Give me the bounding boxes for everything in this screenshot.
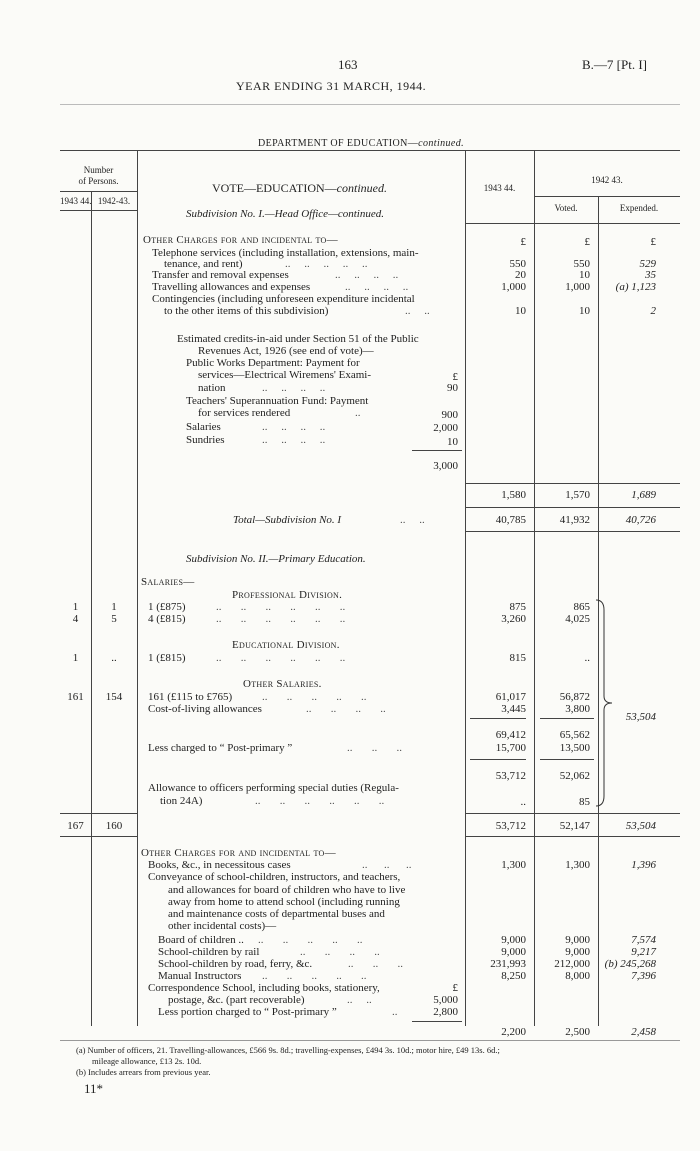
- correspondence-expended: 2,458: [631, 1026, 656, 1038]
- subtotal-rule: [465, 483, 680, 484]
- sum-voted: 65,562: [559, 729, 590, 741]
- charge-line: postage, &c. (part recoverable): [168, 994, 305, 1006]
- correspondence-rule: [412, 1021, 462, 1022]
- line-item: Travelling allowances and expenses: [152, 281, 311, 293]
- salaries-total-1943-44: 53,712: [495, 820, 526, 832]
- currency-symbol: £: [520, 236, 526, 248]
- table-top-rule: [60, 150, 680, 151]
- persons-1942-43: 154: [105, 691, 123, 703]
- total-expended: 40,726: [625, 514, 656, 526]
- persons-1943-44: 1: [72, 652, 79, 664]
- less-post-primary-label: Less charged to “ Post-primary ”: [148, 742, 293, 754]
- net-1943-44: 53,712: [495, 770, 526, 782]
- other-salaries-heading: Other Salaries.: [243, 678, 322, 690]
- educational-division-heading: Educational Division.: [232, 639, 340, 651]
- column-1943-44: 1943 44.: [483, 183, 516, 193]
- credits-amount: 900: [441, 409, 458, 421]
- persons-1943-44: 4: [72, 613, 79, 625]
- amount-expended: 9,217: [631, 946, 656, 958]
- amount-voted: 1,000: [565, 281, 590, 293]
- sheet-mark: 11*: [84, 1081, 104, 1096]
- amount-1943-44: 3,260: [501, 613, 526, 625]
- other-charges-heading: Other Charges for and incidental to—: [143, 234, 338, 246]
- amount-voted: 10: [579, 269, 590, 281]
- amount-1943-44: 231,993: [490, 958, 526, 970]
- credits-line: Revenues Act, 1926 (see end of vote)—: [198, 345, 374, 357]
- salaries-total-rule: [465, 813, 680, 814]
- amount-voted: 9,000: [565, 946, 590, 958]
- page-number: 163: [338, 57, 358, 72]
- amount-1943-44: 20: [515, 269, 526, 281]
- sum-rule: [540, 718, 594, 719]
- charge-line: Books, &c., in necessitous cases: [148, 859, 291, 871]
- bracket-brace: [594, 598, 616, 808]
- credits-line: Salaries: [186, 421, 221, 433]
- persons-header: Number: [83, 165, 114, 175]
- allowance-1943-44: ..: [520, 796, 526, 808]
- credits-rule: [412, 450, 462, 451]
- footnote-a-cont: mileage allowance, £13 2s. 10d.: [92, 1056, 202, 1066]
- amount-1943-44: 1,300: [501, 859, 526, 871]
- professional-division-heading: Professional Division.: [232, 589, 343, 601]
- charge-line: Less portion charged to “ Post-primary ”: [158, 1006, 337, 1018]
- salaries-total-expended: 53,504: [625, 820, 656, 832]
- amount-voted: 4,025: [565, 613, 590, 625]
- amount-voted: 10: [579, 305, 590, 317]
- line-item: to the other items of this subdivision): [164, 305, 329, 317]
- currency-symbol: £: [584, 236, 590, 248]
- amount-1943-44: 1,000: [501, 281, 526, 293]
- credits-line: Teachers' Superannuation Fund: Payment: [186, 395, 369, 407]
- total-voted: 41,932: [559, 514, 590, 526]
- subtotal-1943-44: 1,580: [501, 489, 526, 501]
- charge-line: School-children by rail: [158, 946, 260, 958]
- persons-total-rule: [60, 813, 137, 814]
- money-header-rule: [465, 223, 680, 224]
- bracket-expended-amount: 53,504: [625, 711, 656, 723]
- charge-line: Manual Instructors: [158, 970, 242, 982]
- year-1943-44-label: 1943 44.: [60, 196, 92, 206]
- line-item: Transfer and removal expenses: [152, 269, 289, 281]
- sum-rule: [470, 759, 526, 760]
- amount-1943-44: 9,000: [501, 946, 526, 958]
- persons-total-1942-43: 160: [105, 820, 123, 832]
- credits-line: Sundries: [186, 434, 225, 446]
- correspondence-currency: £: [452, 982, 458, 994]
- persons-header-rule-2: [60, 210, 137, 211]
- persons-1942-43: 5: [111, 613, 117, 625]
- document-page: 163 B.—7 [Pt. I] YEAR ENDING 31 MARCH, 1944. DEPARTMENT OF EDUCATION—continued. Number of Persons. 1943 44. 1942-43. VOTE—EDUCATION—continued. 1943 44. 1942 43. Voted. Expended. Subdivision No. I.—Head Office—continued. Other Charges for and incidental to— £ £ £ Telephone services (including installation, extensions, main- tenance, and rent) .. .. .. .. .. 550 550 529 Transfer and removal expenses .. .. .. .. 20 10 35 Travelling allowances and expenses .. .. .. .. 1,000 1,000 (a) 1,123 Contingencies (including unforeseen expenditure incidental to the other items of this subdivision) .. .. 10 10 2 Estimated credits-in-aid under Section 51 of the Public Revenues Act, 1926 (see end of vote)— Public Works Department: Payment for services—Electrical Wiremens' Exami- £ nation .. .. .. .. 90 Teachers' Superannuation Fund: Payment for services rendered .. 900 Salaries .. .. .. .. 2,000 Sundries .. .. .. .. 10 3,000 1,580 1,570 1,689 Total—Subdivision No. I .. .. 40,785 41,932 40,726 Subdivision No. II.—Primary Education. Salaries— Professional Division. 1 1 1 (£875) .. .. .. .. .. .. 875 865 4 5 4 (£815) .. .. .. .. .. .. 3,260 4,025 Educational Division. 1 .. 1 (£815) .. .. .. .. .. .. 815 .. Other Salaries. 161 154 161 (£115 to £765) .. .. .. .. .. 61,017 56,872 Cost-of-living allowances .. .. .. .. 3,445 3,800 53,504 69,412 65,562 Less charged to “ Post-primary ” .. .. .. 15,700 13,500 53,712 52,062 Allowance to officers performing special duties (Regula- tion 24A) .. .. .. .. .. .. .. 85 167 160 53,712 52,147 53,504 Other Charges for and incidental to— Books, &c., in necessitous cases .. .. .. 1,300 1,300 1,396 Conveyance of school-children, instructors, and teachers, and allowances for board of children who have to live away from home to attend school (including running and maintenance costs of departmental buses and other incidental costs)— Board of children .. .. .. .. .. .. 9,000 9,000 7,574 School-children by rail .. .. .. .. 9,000 9,000 9,217 School-children by road, ferry, &c. .. .. .. 231,993 212,000 (b) 245,268 Manual Instructors .. .. .. .. .. 8,250 8,000 7,396 Correspondence School, including books, stationery, £ postage, &c. (part recoverable) .. .. 5,000 Less portion charged to “ Post-primary ” .. 2,800 2,200 2,500 2,458 (a) Number of officers, 21. Travelling-allowances, £566 9s. 8d.; travelling-expenses, £494 3s. 10d.; motor hire, £49 13s. 6d.; mileage allowance, £13 2s. 10d. (b) Includes arrears from previous year. 11*: [0, 0, 700, 1151]
- subdivision-1-heading: Subdivision No. I.—Head Office—continued.: [186, 208, 384, 220]
- credits-line: Public Works Department: Payment for: [186, 357, 360, 369]
- persons-total-1943-44: 167: [67, 820, 84, 832]
- amount-1943-44: 550: [509, 258, 526, 270]
- year-1942-43-label: 1942-43.: [97, 196, 131, 206]
- persons-1942-43: 1: [111, 601, 117, 613]
- amount-expended: 35: [645, 269, 656, 281]
- persons-1943-44: 1: [72, 601, 79, 613]
- credits-amount: 2,000: [433, 422, 458, 434]
- credits-total: 3,000: [433, 460, 458, 472]
- credits-line: services—Electrical Wiremens' Exami-: [198, 369, 371, 381]
- total-1943-44: 40,785: [495, 514, 526, 526]
- credits-amount: 10: [447, 436, 458, 448]
- line-item: tenance, and rent): [164, 258, 243, 270]
- charge-line: and maintenance costs of departmental buses and: [168, 908, 385, 920]
- amount-1943-44: 815: [509, 652, 526, 664]
- amount-expended: (b) 245,268: [604, 958, 656, 970]
- correspondence-amount: 5,000: [433, 994, 458, 1006]
- persons-total-rule: [60, 836, 137, 837]
- currency-symbol: £: [650, 236, 656, 248]
- salaries-total-voted: 52,147: [559, 820, 590, 832]
- total-subdivision-1-label: Total—Subdivision No. I: [233, 514, 342, 526]
- credits-line: for services rendered: [198, 407, 291, 419]
- amount-voted: 550: [573, 258, 590, 270]
- salary-line: 1 (£815): [148, 652, 186, 664]
- amount-voted: 9,000: [565, 934, 590, 946]
- voted-header-rule: [534, 196, 680, 197]
- column-voted: Voted.: [554, 203, 578, 213]
- amount-expended: 7,574: [631, 934, 656, 946]
- amount-1943-44: 61,017: [495, 691, 526, 703]
- amount-voted: 1,300: [565, 859, 590, 871]
- credits-line: Estimated credits-in-aid under Section 51 of the Public: [177, 333, 419, 345]
- charge-line: Correspondence School, including books, stationery,: [148, 982, 380, 994]
- amount-1943-44: 9,000: [501, 934, 526, 946]
- credits-amount: 90: [447, 382, 458, 394]
- amount-expended: 1,396: [631, 859, 656, 871]
- sum-rule: [540, 759, 594, 760]
- credits-line: nation: [198, 382, 226, 394]
- line-item: Contingencies (including unforeseen expenditure incidental: [152, 293, 415, 305]
- correspondence-voted: 2,500: [565, 1026, 590, 1038]
- column-1942-43: 1942 43.: [591, 175, 623, 185]
- salaries-heading: Salaries—: [141, 576, 195, 588]
- subtotal-rule: [465, 507, 680, 508]
- charge-line: Conveyance of school-children, instructors, and teachers,: [148, 871, 401, 883]
- total-rule: [465, 531, 680, 532]
- salary-line: 4 (£815): [148, 613, 186, 625]
- net-voted: 52,062: [559, 770, 590, 782]
- other-charges-heading: Other Charges for and incidental to—: [141, 847, 336, 859]
- persons-header-rule: [60, 191, 137, 192]
- less-voted: 13,500: [559, 742, 590, 754]
- amount-expended: 7,396: [631, 970, 656, 982]
- persons-header-sub: of Persons.: [78, 176, 119, 186]
- persons-1943-44: 161: [67, 691, 84, 703]
- line-item: Telephone services (including installation, extensions, main-: [152, 247, 419, 259]
- amount-voted: 8,000: [565, 970, 590, 982]
- amount-1943-44: 10: [515, 305, 526, 317]
- document-reference: B.—7 [Pt. I]: [582, 57, 647, 72]
- amount-expended: 529: [639, 258, 656, 270]
- subtotal-voted: 1,570: [565, 489, 590, 501]
- footnote-rule: [60, 1040, 680, 1041]
- page-title: YEAR ENDING 31 MARCH, 1944.: [236, 79, 427, 93]
- charge-line: Board of children ..: [158, 934, 244, 946]
- allowance-voted: 85: [579, 796, 590, 808]
- amount-voted: 865: [573, 601, 590, 613]
- charge-line: away from home to attend school (including running: [168, 896, 400, 908]
- salary-line: Cost-of-living allowances: [148, 703, 262, 715]
- footnote-b: (b) Includes arrears from previous year.: [76, 1067, 211, 1077]
- persons-1942-43: ..: [111, 652, 117, 664]
- charge-line: other incidental costs)—: [168, 920, 277, 932]
- amount-voted: ..: [584, 652, 590, 664]
- column-divider: [137, 150, 138, 1026]
- subtotal-expended: 1,689: [631, 489, 656, 501]
- allowance-line: Allowance to officers performing special duties (Regula-: [148, 782, 399, 794]
- correspondence-1943-44: 2,200: [501, 1026, 526, 1038]
- rule: [60, 104, 680, 105]
- amount-1943-44: 875: [509, 601, 526, 613]
- amount-voted: 212,000: [554, 958, 590, 970]
- amount-voted: 56,872: [559, 691, 590, 703]
- amount-1943-44: 3,445: [501, 703, 526, 715]
- salary-line: 1 (£875): [148, 601, 186, 613]
- less-1943-44: 15,700: [495, 742, 526, 754]
- sum-1943-44: 69,412: [495, 729, 526, 741]
- salaries-total-rule: [465, 836, 680, 837]
- amount-expended: 2: [650, 305, 656, 317]
- allowance-line: tion 24A): [160, 795, 203, 807]
- amount-expended: (a) 1,123: [615, 281, 656, 293]
- vote-title: VOTE—EDUCATION—continued.: [212, 181, 387, 195]
- amount-voted: 3,800: [565, 703, 590, 715]
- credits-currency: £: [452, 371, 458, 383]
- column-expended: Expended.: [619, 203, 659, 213]
- sum-rule: [470, 718, 526, 719]
- salary-line: 161 (£115 to £765): [148, 691, 233, 703]
- amount-1943-44: 8,250: [501, 970, 526, 982]
- subdivision-2-heading: Subdivision No. II.—Primary Education.: [186, 553, 366, 565]
- footnote-a: (a) Number of officers, 21. Travelling-allowances, £566 9s. 8d.; travelling-expenses, £494 3s. 10d.; motor hire, £49 13s. 6d.;: [76, 1045, 500, 1055]
- charge-line: School-children by road, ferry, &c.: [158, 958, 313, 970]
- correspondence-less-amount: 2,800: [433, 1006, 458, 1018]
- charge-line: and allowances for board of children who have to live: [168, 884, 406, 896]
- department-heading: DEPARTMENT OF EDUCATION—continued.: [258, 138, 465, 149]
